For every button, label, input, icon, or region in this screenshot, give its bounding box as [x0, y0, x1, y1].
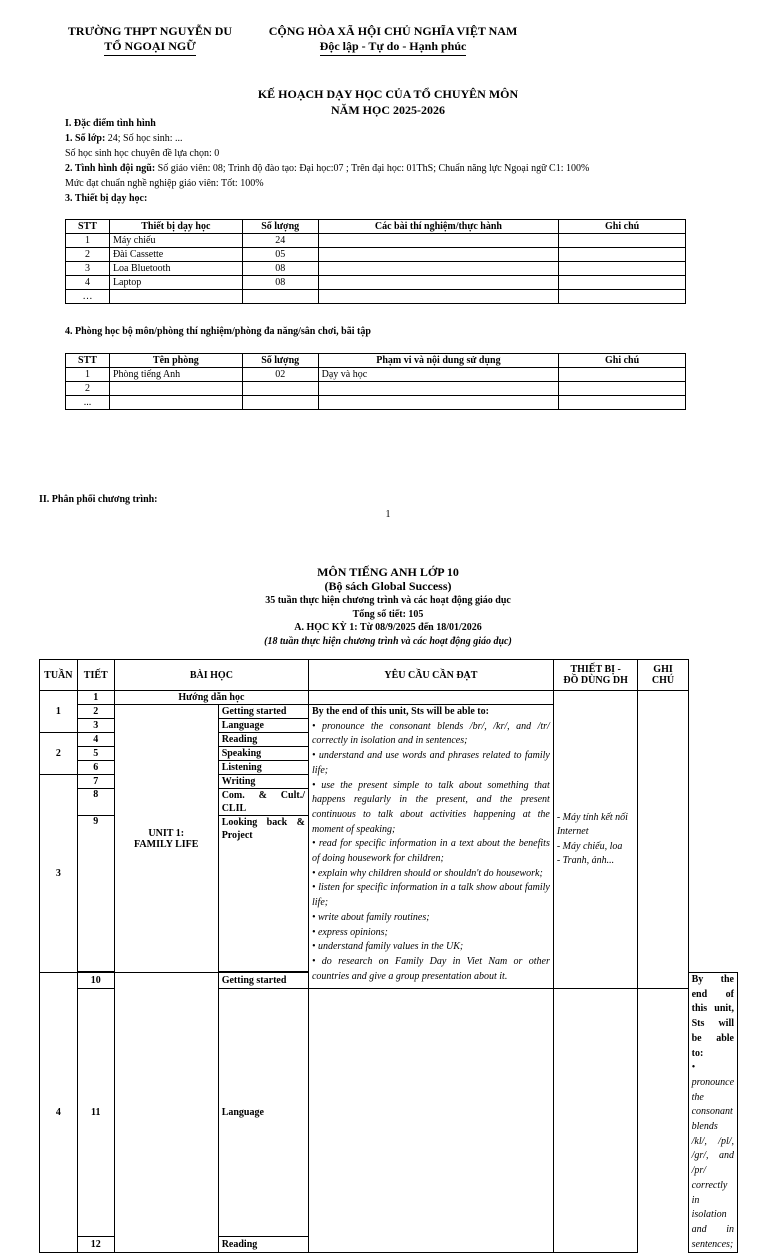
semester-note: (18 tuần thực hiện chương trình và các hoạt động giáo dục)	[264, 636, 512, 647]
room-header-scope: Phạm vi và nội dung sử dụng	[318, 354, 559, 368]
table-row: ...	[66, 396, 686, 410]
equipment-table	[65, 219, 686, 304]
room-header-note: Ghi chú	[559, 354, 686, 368]
week-cell: 4	[40, 973, 78, 1253]
section-1	[65, 116, 705, 206]
header-notes: GHI CHÚ	[638, 660, 688, 691]
table-row: 2	[66, 382, 686, 396]
table-row: 4 Laptop 08	[66, 276, 686, 290]
subject-weeks: 35 tuần thực hiện chương trình và các hoạt động giáo dục	[265, 595, 511, 606]
lesson-section: Looking back & Project	[218, 816, 308, 972]
nation-motto: Độc lập - Tự do - Hạnh phúc	[320, 39, 467, 56]
table-row: 3 Loa Bluetooth 08	[66, 262, 686, 276]
goals-unit-2: By the end of this unit, Sts will be able to: • pronounce the consonant blends /kl/, /pl/, /gr/, and /pr/ correctly in isolation and in sentences;	[688, 973, 737, 1253]
period-cell: 8	[77, 789, 114, 816]
national-header	[258, 24, 528, 56]
lesson-section: Writing	[218, 775, 308, 789]
room-header-name: Tên phòng	[109, 354, 242, 368]
section-2-heading: II. Phân phối chương trình:	[39, 494, 158, 505]
subject-total: Tổng số tiết: 105	[352, 609, 424, 620]
document-title	[0, 86, 768, 118]
goals-unit-1: By the end of this unit, Sts will be able to: • pronounce the consonant blends /br/, /kr/, and /tr/ correctly in isolation and in sentences; • understand and use words and phrases related to family life; • use the present simple to talk about something that happens regularly in the present, and the present continuous to talk about activities happening at the moment of speaking; • read for specific information in a text about the benefits of doing housework for children; • explain why children should or shouldn't do housework; • listen for specific information in a talk show about family life; • write about family routines; • express opinions; • understand family values in the UK; • do research on Family Day in Viet Nam or other countries and give a group presentation about it.	[308, 705, 553, 989]
elective-line: Số học sinh học chuyên đề lựa chọn: 0	[65, 148, 220, 159]
lesson-section: Getting started	[218, 973, 308, 989]
document-title-line1: KẾ HOẠCH DẠY HỌC CỦA TỔ CHUYÊN MÔN	[257, 87, 519, 101]
subject-book: (Bộ sách Global Success)	[324, 579, 452, 593]
semester-title: A. HỌC KỲ 1: Từ 08/9/2025 đến 18/01/2026	[294, 622, 482, 633]
intro-lesson: Hướng dẫn học	[114, 691, 308, 705]
period-cell: 7	[77, 775, 114, 789]
notes-cell-u1	[638, 691, 688, 989]
header-week: TUẦN	[40, 660, 78, 691]
unit-1-title: UNIT 1: FAMILY LIFE	[114, 705, 218, 973]
lesson-section: Language	[218, 719, 308, 733]
table-row: 1 Máy chiếu 24	[66, 234, 686, 248]
week-cell: 2	[40, 733, 78, 775]
header-lesson: BÀI HỌC	[114, 660, 308, 691]
period-cell: 10	[77, 973, 114, 989]
room-header-qty: Số lượng	[242, 354, 318, 368]
lesson-section: Language	[218, 989, 308, 1237]
equipment-header-note: Ghi chú	[559, 220, 686, 234]
table-row: …	[66, 290, 686, 304]
nation-name: CỘNG HÒA XÃ HỘI CHỦ NGHĨA VIỆT NAM	[268, 24, 518, 38]
period-cell: 12	[77, 1237, 114, 1253]
table-row: 1 Phòng tiếng Anh 02 Dạy và học	[66, 368, 686, 382]
week-cell: 1	[40, 691, 78, 733]
program-table	[39, 659, 738, 1253]
period-cell: 1	[77, 691, 114, 705]
period-cell: 11	[77, 989, 114, 1237]
document-title-line2: NĂM HỌC 2025-2026	[331, 103, 445, 117]
class-count-line: 1. Số lớp: 24; Số học sinh: ...	[65, 133, 183, 144]
lesson-section: Getting started	[218, 705, 308, 719]
equipment-header-stt: STT	[66, 220, 110, 234]
table-row	[40, 691, 738, 705]
equipment-header-experiment: Các bài thí nghiệm/thực hành	[318, 220, 559, 234]
equipment-header-qty: Số lượng	[242, 220, 318, 234]
page-number: 1	[385, 509, 391, 520]
section-1-heading: I. Đặc điểm tình hình	[65, 118, 156, 129]
school-name: TRƯỜNG THPT NGUYỄN DU	[67, 24, 233, 38]
department-name: TỔ NGOẠI NGỮ	[104, 39, 196, 56]
lesson-section: Listening	[218, 761, 308, 775]
header-goals: YÊU CẦU CẦN ĐẠT	[308, 660, 553, 691]
equipment-cell-u1: - Máy tính kết nối Internet - Máy chiếu, loa - Tranh, ảnh...	[553, 691, 638, 989]
table-row: 2 Đài Cassette 05	[66, 248, 686, 262]
lesson-section: Reading	[218, 1237, 308, 1253]
lesson-section: Reading	[218, 733, 308, 747]
equipment-heading: 3. Thiết bị dạy học:	[65, 193, 148, 204]
equipment-header-device: Thiết bị dạy học	[109, 220, 242, 234]
period-cell: 5	[77, 747, 114, 761]
lesson-section: Speaking	[218, 747, 308, 761]
period-cell: 3	[77, 719, 114, 733]
header-equipment: THIẾT BỊ - ĐỒ DÙNG DH	[553, 660, 638, 691]
header-period: TIẾT	[77, 660, 114, 691]
period-cell: 9	[77, 816, 114, 972]
school-header	[60, 24, 240, 56]
rooms-heading: 4. Phòng học bộ môn/phòng thí nghiệm/phòng đa năng/sân chơi, bãi tập	[65, 326, 371, 337]
period-cell: 2	[77, 705, 114, 719]
unit-2-title	[114, 973, 218, 1253]
week-cell: 3	[40, 775, 78, 973]
subject-title: MÔN TIẾNG ANH LỚP 10	[317, 565, 459, 579]
lesson-section: Com. & Cult./ CLIL	[218, 789, 308, 816]
staff-line: 2. Tình hình đội ngũ: Số giáo viên: 08; Trình độ đào tạo: Đại học:07 ; Trên đại học: 01ThS; Chuẩn năng lực Ngoại ngữ C1: 100%	[65, 163, 590, 174]
room-header-stt: STT	[66, 354, 110, 368]
room-table	[65, 353, 686, 410]
period-cell: 6	[77, 761, 114, 775]
period-cell: 4	[77, 733, 114, 747]
standard-line: Mức đạt chuẩn nghề nghiệp giáo viên: Tốt: 100%	[65, 178, 264, 189]
